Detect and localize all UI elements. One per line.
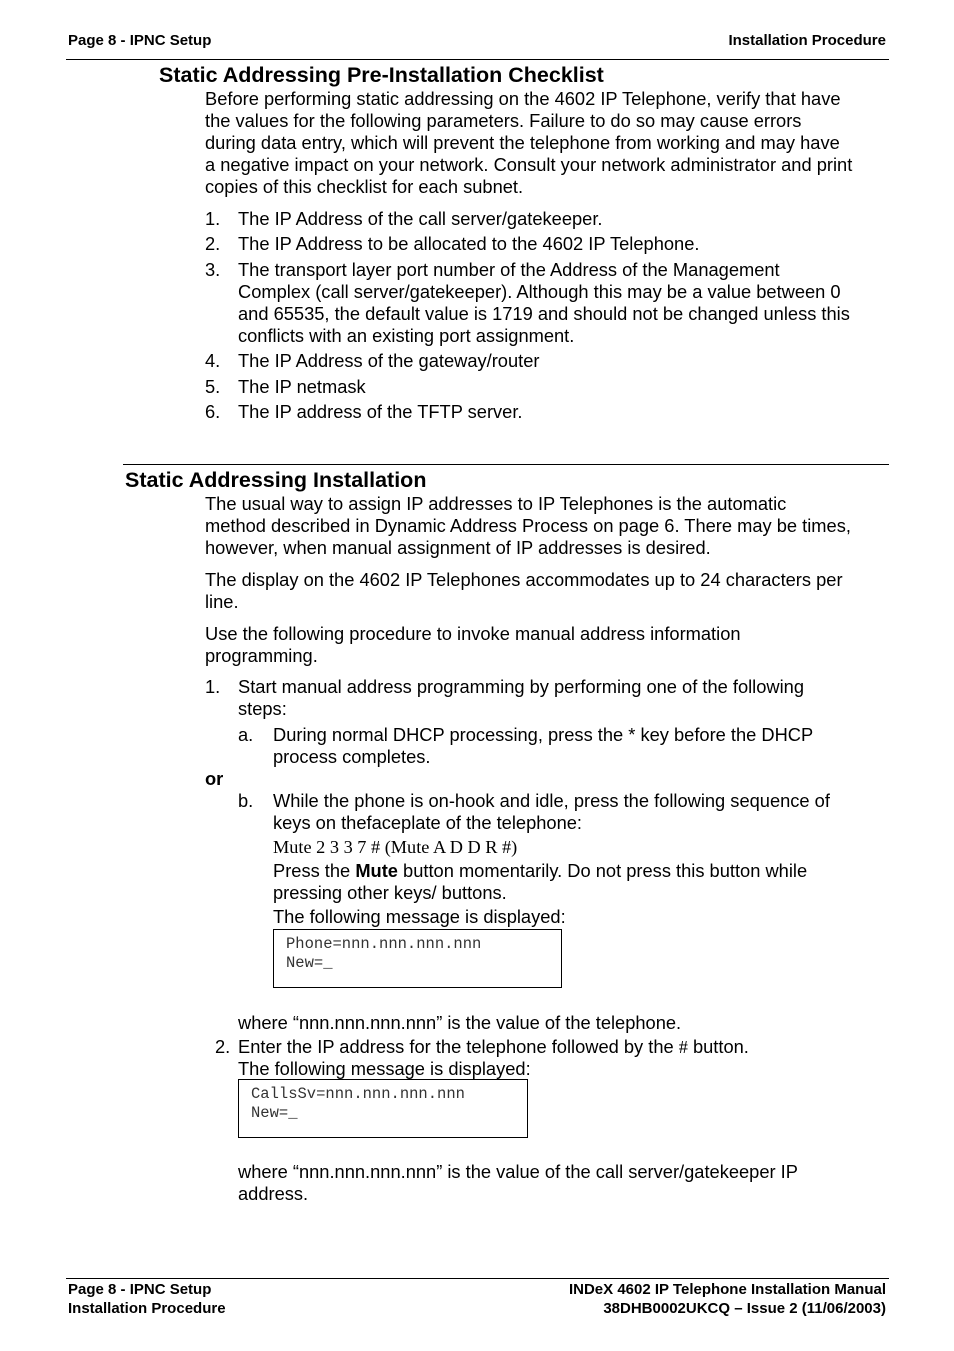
step2-post: button. [687,1036,749,1057]
mute-key-label: Mute [355,860,398,881]
intro-line: during data entry, which will prevent the telephone from working and may have [205,132,840,153]
paragraph-line: method described in Dynamic Address Process on page 6. There may be times, [205,515,851,536]
intro-line: a negative impact on your network. Consult your network administrator and print [205,154,853,175]
section-rule [123,464,889,465]
step2-pre: Enter the IP address for the telephone followed by the [238,1036,679,1057]
list-item: The IP address of the TFTP server. [238,401,523,422]
intro-line: Before performing static addressing on the 4602 IP Telephone, verify that have [205,88,841,109]
where-text: where “nnn.nnn.nnn.nnn” is the value of the telephone. [238,1012,682,1033]
list-number: 2. [205,233,221,254]
list-item: conflicts with an existing port assignment. [238,325,575,346]
where-text: address. [238,1183,309,1204]
intro-line: the values for the following parameters. Failure to do so may cause errors [205,110,802,131]
step-text: Start manual address programming by performing one of the following [238,676,804,697]
substep-text: During normal DHCP processing, press the * key before the DHCP [273,724,814,745]
list-number: 3. [205,259,221,280]
or-label: or [205,768,224,789]
footer-right-2: 38DHB0002UKCQ – Issue 2 (11/06/2003) [603,1300,886,1317]
where-text: where “nnn.nnn.nnn.nnn” is the value of the call server/gatekeeper IP [238,1161,798,1182]
list-item: Complex (call server/gatekeeper). Although this may be a value between 0 [238,281,841,302]
press-instruction [273,860,807,882]
list-number: 1. [205,208,221,229]
paragraph-line: The usual way to assign IP addresses to IP Telephones is the automatic [205,493,787,514]
press-pre: Press the [273,860,356,881]
display-line: Phone=nnn.nnn.nnn.nnn [286,935,482,953]
message-intro: The following message is displayed: [238,1058,531,1079]
substep-text: While the phone is on-hook and idle, press the following sequence of [273,790,830,811]
display-line: New=_ [286,954,333,972]
list-item: The IP netmask [238,376,366,397]
footer-rule [66,1278,889,1279]
paragraph-line: Use the following procedure to invoke manual address information [205,623,741,644]
header-rule [66,59,889,60]
hash-key: # [678,1037,688,1057]
footer-right-1: INDeX 4602 IP Telephone Installation Manual [568,1281,886,1298]
paragraph-line: The display on the 4602 IP Telephones accommodates up to 24 characters per [205,569,843,590]
display-box-callserver [238,1079,528,1138]
list-number: 4. [205,350,221,371]
substep-text: keys on thefaceplate of the telephone: [273,812,582,833]
display-line: New=_ [251,1104,298,1122]
press-instruction-cont: pressing other keys/ buttons. [273,882,507,903]
display-box-phone [273,929,562,988]
list-item: The IP Address of the call server/gatekeeper. [238,208,603,229]
paragraph-line: programming. [205,645,318,666]
substep-label: a. [238,724,254,745]
list-item: The transport layer port number of the Address of the Management [238,259,780,280]
paragraph-line: however, when manual assignment of IP addresses is desired. [205,537,711,558]
step-number: 2. [215,1036,231,1057]
intro-line: copies of this checklist for each subnet. [205,176,524,197]
step-text: steps: [238,698,287,719]
section-title-installation: Static Addressing Installation [125,468,427,492]
footer-left-2: Installation Procedure [68,1300,226,1317]
substep-text: process completes. [273,746,431,767]
paragraph-line: line. [205,591,239,612]
section-title-checklist: Static Addressing Pre-Installation Checklist [159,63,604,87]
list-number: 5. [205,376,221,397]
key-sequence: Mute 2 3 3 7 # (Mute A D D R #) [273,837,518,857]
header-left: Page 8 - IPNC Setup [68,32,212,49]
list-item: The IP Address of the gateway/router [238,350,540,371]
message-intro: The following message is displayed: [273,906,566,927]
list-item: The IP Address to be allocated to the 4602 IP Telephone. [238,233,700,254]
list-item: and 65535, the default value is 1719 and should not be changed unless this [238,303,850,324]
step-number: 1. [205,676,221,697]
display-line: CallsSv=nnn.nnn.nnn.nnn [251,1085,465,1103]
list-number: 6. [205,401,221,422]
header-right: Installation Procedure [728,32,886,49]
press-post: button momentarily. Do not press this button while [397,860,808,881]
footer-left-1: Page 8 - IPNC Setup [68,1281,212,1298]
substep-label: b. [238,790,254,811]
step-text [238,1036,749,1058]
